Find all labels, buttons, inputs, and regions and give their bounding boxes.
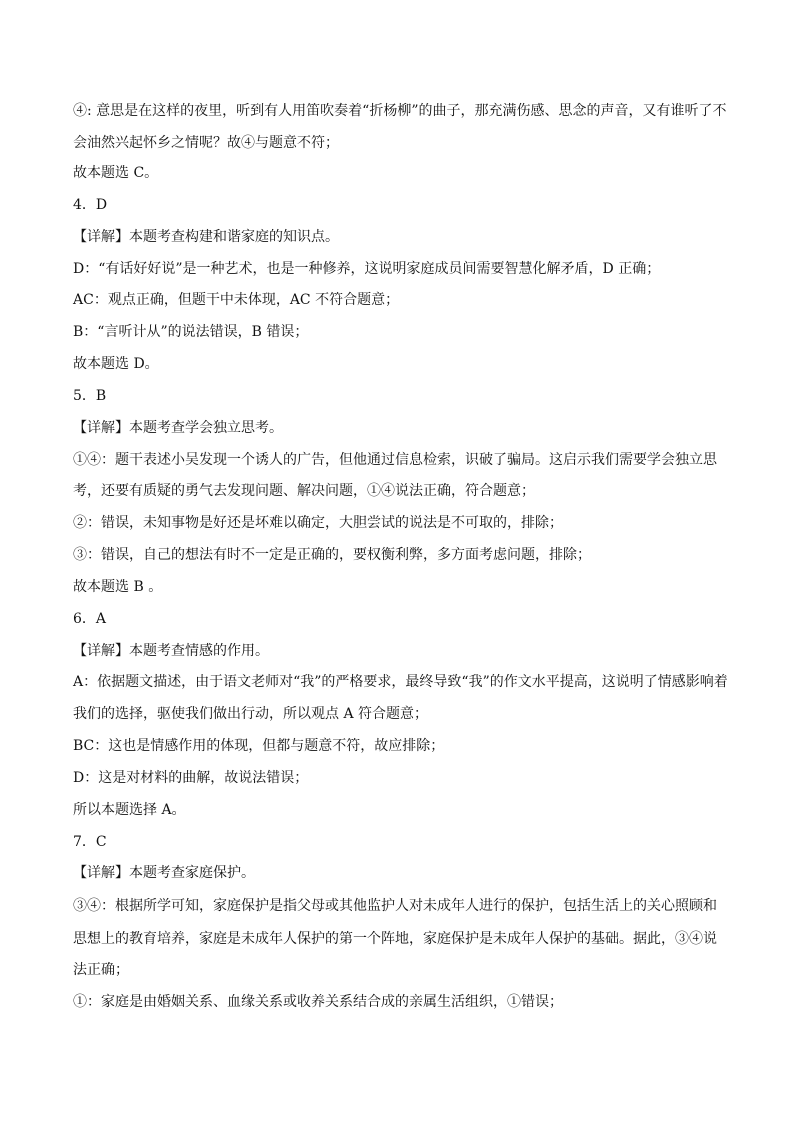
text-line: A：依据题文描述，由于语文老师对“我”的严格要求，最终导致“我”的作文水平提高，这说明了情感影响着 xyxy=(73,674,728,690)
text-line: BC：这也是情感作用的体现，但都与题意不符，故应排除； xyxy=(73,738,445,754)
detail-heading: 【详解】本题考查情感的作用。 xyxy=(73,643,269,659)
text-line: 思想上的教育培养，家庭是未成年人保护的第一个阵地，家庭保护是未成年人保护的基础。据此，③④说 xyxy=(73,931,717,947)
detail-heading: 【详解】本题考查学会独立思考。 xyxy=(73,420,283,436)
text-line: ③：错误，自己的想法有时不一定是正确的，要权衡利弊，多方面考虑问题，排除； xyxy=(73,547,591,563)
text-line: 考，还要有质疑的勇气去发现问题、解决问题，①④说法正确，符合题意； xyxy=(73,483,535,499)
text-line: 所以本题选择 A。 xyxy=(73,802,186,818)
detail-heading: 【详解】本题考查构建和谐家庭的知识点。 xyxy=(73,229,339,245)
text-line: 故本题选 D。 xyxy=(73,356,159,372)
text-line: 故本题选 B 。 xyxy=(73,579,163,595)
text-line: 会油然兴起怀乡之情呢？故④与题意不符； xyxy=(73,135,339,151)
text-line: ④: 意思是在这样的夜里，听到有人用笛吹奏着“折杨柳”的曲子，那充满伤感、思念的声音，又有谁听了不 xyxy=(73,103,727,119)
detail-heading: 【详解】本题考查家庭保护。 xyxy=(73,865,255,881)
text-line: B：“言听计从”的说法错误，B 错误； xyxy=(73,324,309,340)
text-line: ①：家庭是由婚姻关系、血缘关系或收养关系结合成的亲属生活组织，①错误； xyxy=(73,994,563,1010)
question-number: 4．D xyxy=(73,197,108,213)
text-line: ③④：根据所学可知，家庭保护是指父母或其他监护人对未成年人进行的保护，包括生活上的关心照顾和 xyxy=(73,898,717,914)
question-number: 7．C xyxy=(73,834,107,850)
text-line: 法正确； xyxy=(73,962,129,978)
text-line: D：这是对材料的曲解，故说法错误； xyxy=(73,770,309,786)
text-line: AC：观点正确，但题干中未体现，AC 不符合题意； xyxy=(73,292,400,308)
question-number: 6．A xyxy=(73,611,107,627)
text-line: ②：错误，未知事物是好还是坏难以确定，大胆尝试的说法是不可取的，排除； xyxy=(73,515,563,531)
text-line: 故本题选 C。 xyxy=(73,165,159,181)
question-number: 5．B xyxy=(73,388,107,404)
text-line: ①④：题干表述小吴发现一个诱人的广告，但他通过信息检索，识破了骗局。这启示我们需要学会独立思 xyxy=(73,452,717,468)
text-line: D：“有话好好说”是一种艺术，也是一种修养，这说明家庭成员间需要智慧化解矛盾，D 正确； xyxy=(73,261,661,277)
text-line: 我们的选择，驱使我们做出行动，所以观点 A 符合题意； xyxy=(73,706,429,722)
